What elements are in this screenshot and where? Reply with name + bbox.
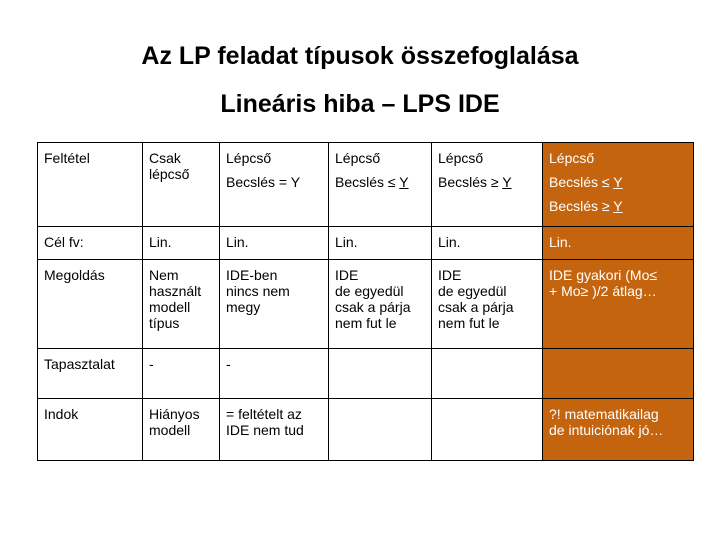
- cell-line: -: [149, 356, 154, 372]
- table-cell: [329, 143, 432, 227]
- table-cell: [543, 349, 694, 399]
- table-cell: [543, 227, 694, 260]
- table-cell: [143, 227, 220, 260]
- cell-line: Lin.: [549, 234, 572, 250]
- cell-line: de egyedül: [438, 283, 507, 299]
- table-cell: [329, 227, 432, 260]
- cell-line: Becslés ≤ Y: [335, 174, 409, 190]
- cell-line: Becslés = Y: [226, 174, 301, 190]
- cell-line: = feltételt az: [226, 406, 302, 422]
- cell-line: IDE: [438, 267, 462, 283]
- cell-line: Lépcső: [335, 150, 381, 166]
- table-cell: [143, 349, 220, 399]
- cell-line: Lépcső: [549, 150, 595, 166]
- cell-line: IDE gyakori (Mo≤: [549, 267, 658, 283]
- cell-line: IDE: [335, 267, 359, 283]
- cell-line: nem fut le: [335, 315, 397, 331]
- table-cell: [220, 143, 329, 227]
- table-cell: [543, 260, 694, 349]
- cell-line: de egyedül: [335, 283, 404, 299]
- row-label: Indok: [38, 399, 143, 461]
- cell-line: modell: [149, 422, 191, 438]
- table-cell: [432, 349, 543, 399]
- cell-line: lépcső: [149, 166, 190, 182]
- table-cell: [143, 143, 220, 227]
- cell-line: Becslés ≤ Y: [549, 174, 623, 190]
- cell-line: IDE-ben: [226, 267, 278, 283]
- table-cell: [220, 227, 329, 260]
- table-cell: [220, 399, 329, 461]
- table-row: [38, 260, 694, 349]
- table-row: [38, 143, 694, 227]
- cell-line: Becslés ≥ Y: [549, 198, 623, 214]
- cell-line: de intuiciónak jó…: [549, 422, 664, 438]
- cell-line: nem fut le: [438, 315, 500, 331]
- page-subtitle: Lineáris hiba – LPS IDE: [220, 90, 500, 118]
- row-label: Megoldás: [38, 260, 143, 349]
- cell-line: megy: [226, 299, 261, 315]
- cell-line: Lin.: [226, 234, 249, 250]
- cell-line: + Mo≥ )/2 átlag…: [549, 283, 657, 299]
- cell-line: -: [226, 356, 231, 372]
- cell-line: típus: [149, 315, 180, 331]
- table-cell: [329, 349, 432, 399]
- table-cell: [432, 399, 543, 461]
- table-cell: [143, 260, 220, 349]
- cell-line: Lépcső: [438, 150, 484, 166]
- table-cell: [220, 349, 329, 399]
- cell-line: IDE nem tud: [226, 422, 304, 438]
- table-cell: [543, 143, 694, 227]
- table-cell: [143, 399, 220, 461]
- page-title: Az LP feladat típusok összefoglalása: [141, 42, 579, 70]
- table-cell: [432, 260, 543, 349]
- row-label: Cél fv:: [38, 227, 143, 260]
- cell-line: Lin.: [438, 234, 461, 250]
- summary-table: [37, 142, 694, 461]
- cell-line: használt: [149, 283, 202, 299]
- cell-line: csak a párja: [438, 299, 514, 315]
- cell-line: Lépcső: [226, 150, 272, 166]
- table-row: [38, 227, 694, 260]
- table-cell: [329, 399, 432, 461]
- cell-line: Becslés ≥ Y: [438, 174, 512, 190]
- summary-table-body: [38, 143, 694, 461]
- cell-line: Nem: [149, 267, 179, 283]
- row-label: Feltétel: [38, 143, 143, 227]
- cell-line: Hiányos: [149, 406, 200, 422]
- table-cell: [432, 227, 543, 260]
- table-cell: [543, 399, 694, 461]
- table-cell: [220, 260, 329, 349]
- table-row: [38, 399, 694, 461]
- table-cell: [329, 260, 432, 349]
- table-cell: [432, 143, 543, 227]
- cell-line: ?! matematikailag: [549, 406, 659, 422]
- cell-line: Lin.: [149, 234, 172, 250]
- cell-line: csak a párja: [335, 299, 411, 315]
- cell-line: Csak: [149, 150, 181, 166]
- table-row: [38, 349, 694, 399]
- cell-line: nincs nem: [226, 283, 290, 299]
- cell-line: modell: [149, 299, 191, 315]
- cell-line: Lin.: [335, 234, 358, 250]
- row-label: Tapasztalat: [38, 349, 143, 399]
